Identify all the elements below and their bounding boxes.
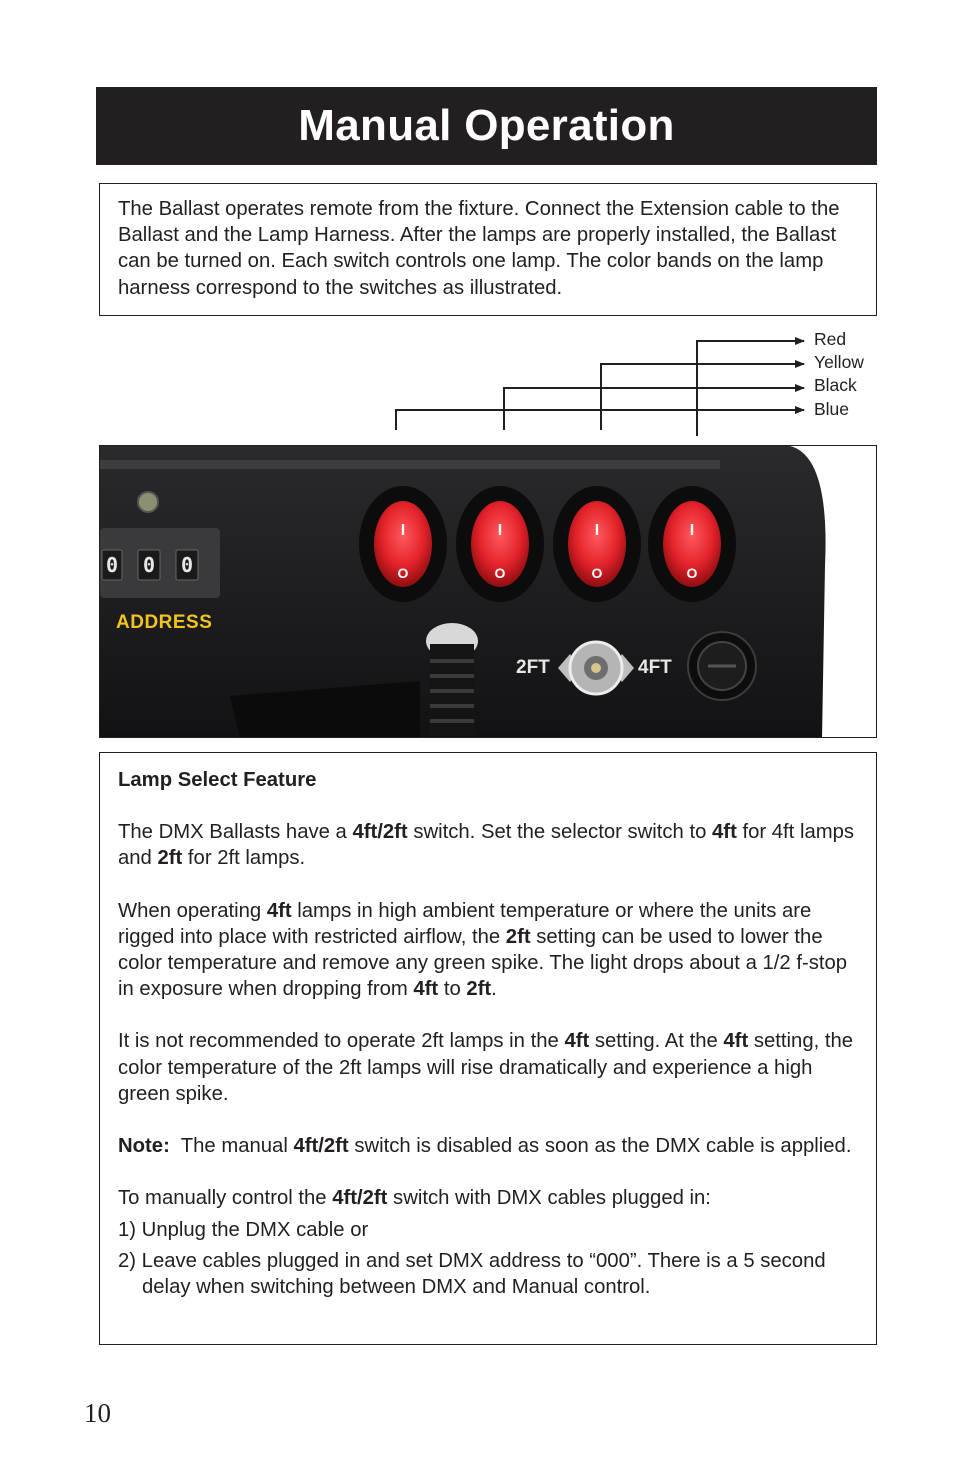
fuse-holder bbox=[688, 632, 756, 700]
lamp-select-box bbox=[99, 752, 877, 1345]
intro-box bbox=[99, 183, 877, 316]
switch-3-off-symbol[interactable]: O bbox=[591, 565, 603, 581]
switch-4-on-symbol[interactable]: I bbox=[689, 522, 695, 539]
page-title: Manual Operation bbox=[298, 101, 675, 150]
step-2: 2) Leave cables plugged in and set DMX address to “000”. There is a 5 second delay when switching between DMX and Manual control. bbox=[118, 1249, 826, 1298]
address-digit-3[interactable]: 0 bbox=[180, 553, 194, 577]
switch-4 bbox=[648, 486, 736, 602]
selector-label-4ft: 4FT bbox=[638, 657, 672, 678]
address-digit-2[interactable]: 0 bbox=[142, 553, 156, 577]
switch-2-off-symbol[interactable]: O bbox=[494, 565, 506, 581]
harness-color-diagram bbox=[380, 326, 900, 441]
intro-text: The Ballast operates remote from the fixture. Connect the Extension cable to the Ballast and the Lamp Harness. After the lamps are properly installed, the Ballast can be turned on. Each switch controls one lamp. The color bands on the lamp harness correspond to the switches as illustrated. bbox=[118, 198, 840, 299]
ballast-panel-illustration bbox=[100, 446, 877, 738]
lamp-select-paragraph-1: The DMX Ballasts have a 4ft/2ft switch. Set the selector switch to 4ft for 4ft lamps and 2ft for 2ft lamps. bbox=[118, 821, 855, 870]
address-digit-1[interactable]: 0 bbox=[105, 553, 119, 577]
switch-1-off-symbol[interactable]: O bbox=[397, 565, 409, 581]
yellow-line bbox=[601, 364, 804, 430]
label-black: Black bbox=[814, 375, 857, 395]
label-red: Red bbox=[814, 329, 847, 349]
switch-3-on-symbol[interactable]: I bbox=[594, 522, 600, 539]
label-blue: Blue bbox=[814, 399, 850, 419]
address-label: ADDRESS bbox=[116, 612, 213, 633]
switch-3 bbox=[553, 486, 641, 602]
lamp-select-paragraph-4: To manually control the 4ft/2ft switch with DMX cables plugged in: bbox=[118, 1187, 711, 1210]
lamp-select-paragraph-2: When operating 4ft lamps in high ambient temperature or where the units are rigged into place with restricted airflow, the 2ft setting can be used to lower the color temperature and remove any green spike. The light drops about a 1/2 f-stop in exposure when dropping from 4ft to 2ft. bbox=[118, 899, 848, 1001]
cable-connector bbox=[426, 623, 478, 738]
lamp-select-heading: Lamp Select Feature bbox=[118, 769, 317, 791]
page-number: 10 bbox=[84, 1398, 111, 1428]
switch-4-off-symbol[interactable]: O bbox=[686, 565, 698, 581]
step-1: 1) Unplug the DMX cable or bbox=[118, 1219, 369, 1242]
label-yellow: Yellow bbox=[814, 352, 864, 372]
switch-1-on-symbol[interactable]: I bbox=[400, 522, 406, 539]
switch-2 bbox=[456, 486, 544, 602]
switch-1 bbox=[359, 486, 447, 602]
selector-label-2ft: 2FT bbox=[516, 657, 550, 678]
lamp-select-paragraph-3: It is not recommended to operate 2ft lamps in the 4ft setting. At the 4ft setting, the color temperature of the 2ft lamps will rise dramatically and experience a high green spike. bbox=[118, 1030, 854, 1105]
title-bar bbox=[96, 87, 877, 165]
indicator-led bbox=[138, 492, 158, 512]
lamp-select-note: Note: The manual 4ft/2ft switch is disabled as soon as the DMX cable is applied. bbox=[118, 1135, 852, 1158]
switch-2-on-symbol[interactable]: I bbox=[497, 522, 503, 539]
ballast-photo bbox=[99, 445, 877, 738]
